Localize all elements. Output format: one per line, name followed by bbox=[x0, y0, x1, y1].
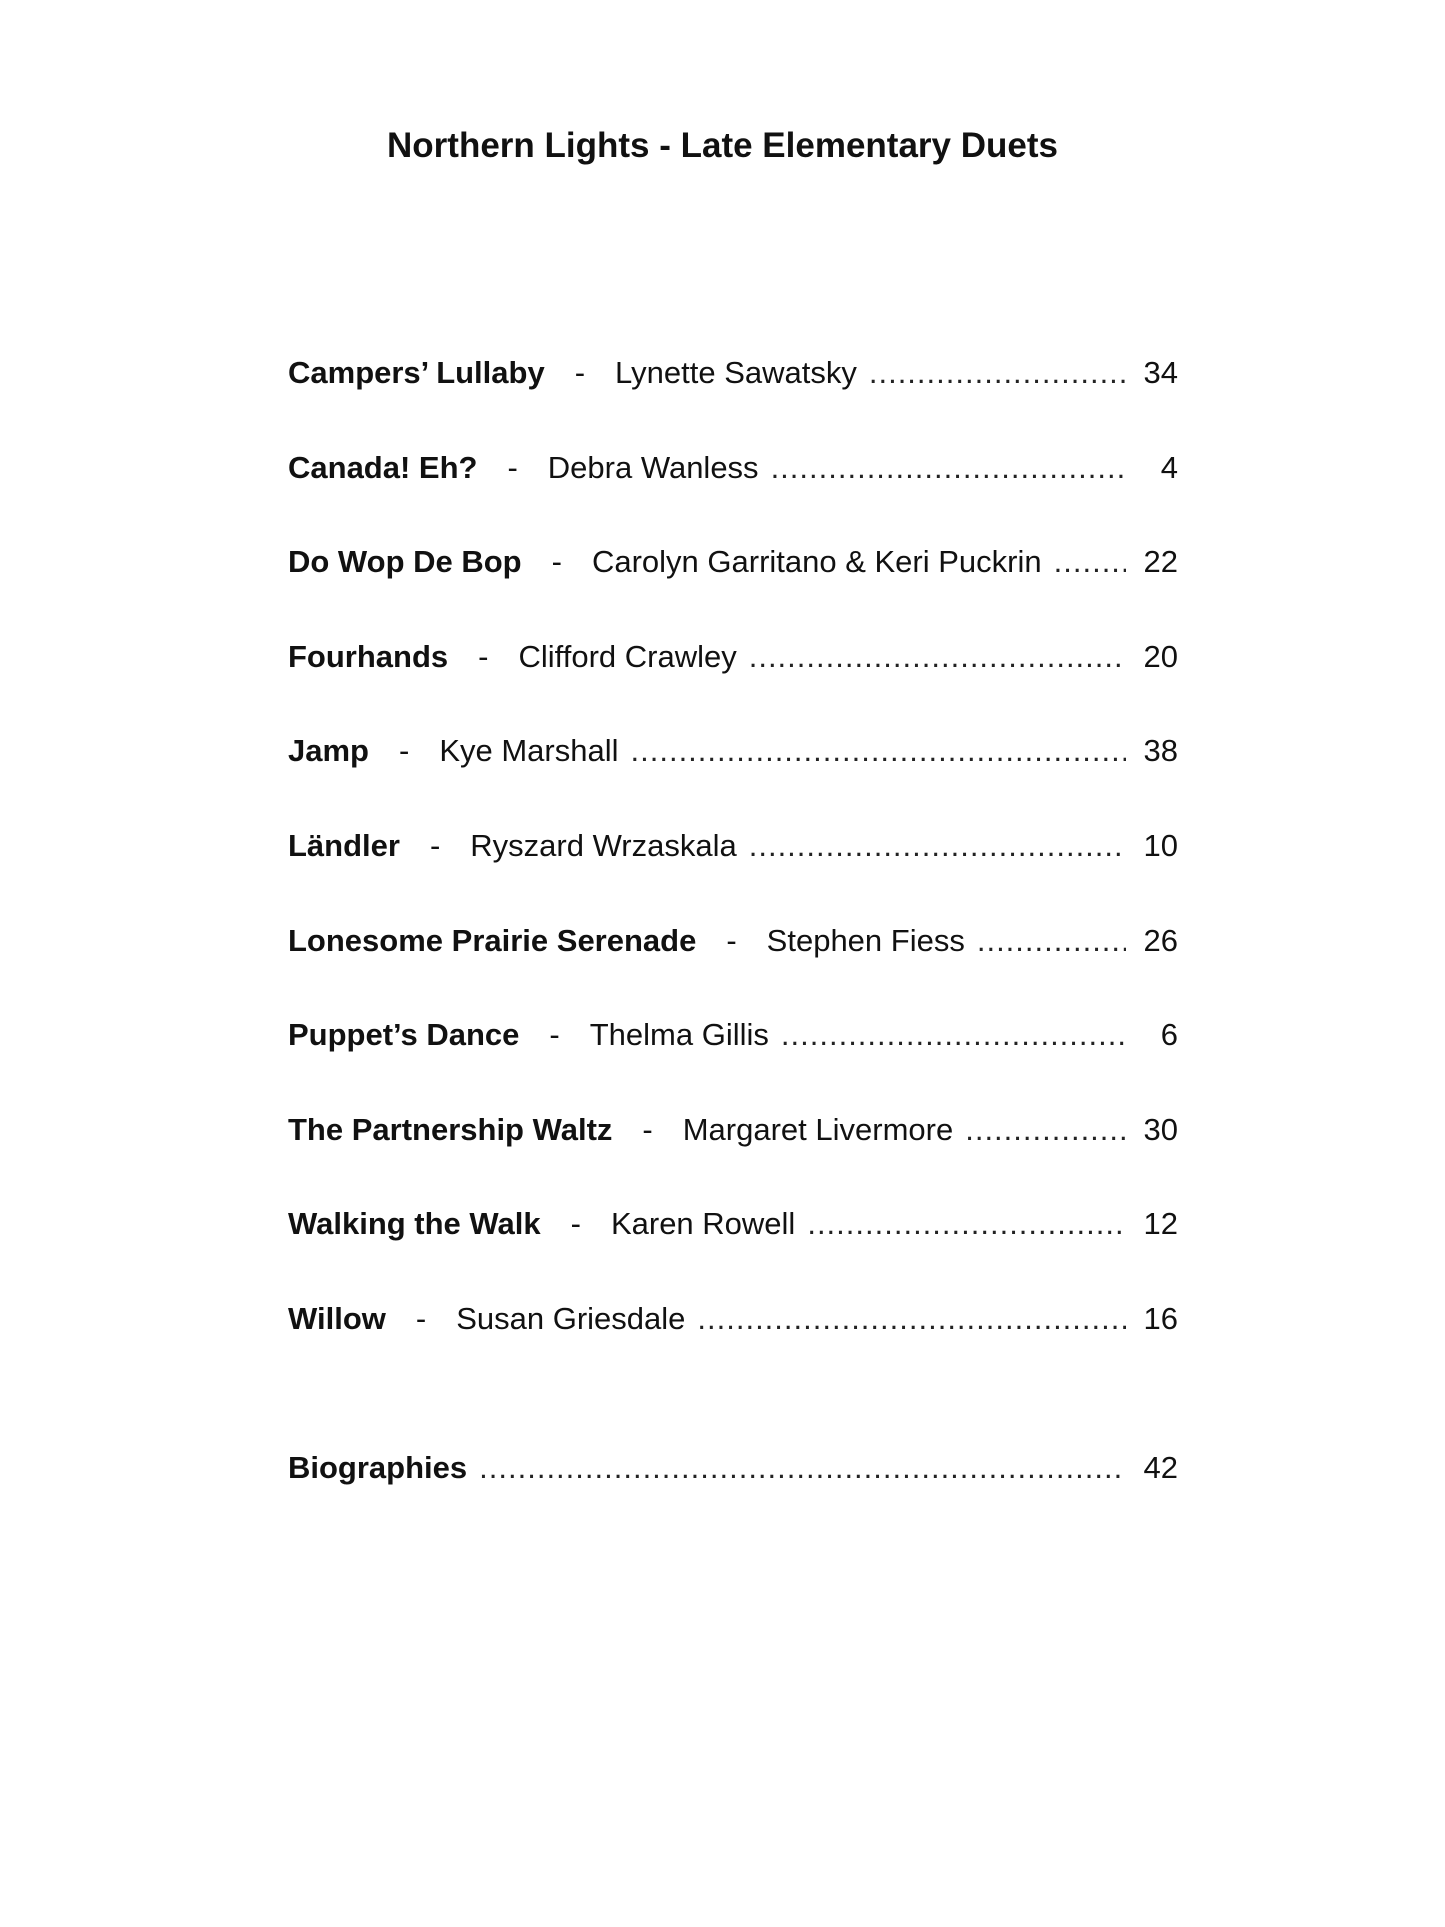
piece-title: Jamp bbox=[288, 733, 369, 769]
page-number: 22 bbox=[1143, 544, 1178, 580]
toc-entry bbox=[288, 443, 1178, 538]
composer-name: Susan Griesdale bbox=[456, 1300, 686, 1336]
toc-entry bbox=[288, 916, 1178, 1011]
separator: - bbox=[549, 1017, 560, 1053]
biographies-section bbox=[288, 1443, 1178, 1538]
piece-title: Puppet’s Dance bbox=[288, 1017, 520, 1053]
separator: - bbox=[478, 638, 489, 674]
composer-name: Lynette Sawatsky bbox=[615, 355, 857, 390]
dot-leader bbox=[977, 916, 1126, 966]
dot-leader bbox=[869, 348, 1126, 398]
separator: - bbox=[415, 1300, 427, 1336]
composer-name: Carolyn Garritano & Keri Puckrin bbox=[591, 544, 1042, 580]
page-number: 26 bbox=[1143, 922, 1178, 958]
page-number: 4 bbox=[1160, 449, 1178, 485]
page-number: 12 bbox=[1143, 1206, 1178, 1242]
dot-leader bbox=[479, 1443, 1126, 1493]
dot-leader bbox=[965, 1105, 1126, 1155]
toc-entry bbox=[288, 1010, 1178, 1105]
piece-title: Ländler bbox=[288, 827, 400, 863]
separator: - bbox=[574, 355, 586, 390]
page-number: 34 bbox=[1143, 355, 1178, 390]
separator: - bbox=[726, 922, 737, 958]
dot-leader bbox=[771, 443, 1126, 493]
biographies-title: Biographies bbox=[288, 1450, 468, 1485]
composer-name: Clifford Crawley bbox=[518, 638, 737, 674]
separator: - bbox=[551, 544, 562, 580]
page-number: 30 bbox=[1143, 1111, 1178, 1147]
page-number: 38 bbox=[1143, 733, 1178, 769]
toc-entry bbox=[288, 1294, 1178, 1389]
page-number: 42 bbox=[1143, 1450, 1178, 1485]
separator: - bbox=[570, 1206, 581, 1242]
toc-entry bbox=[288, 1105, 1178, 1200]
page-number: 16 bbox=[1143, 1300, 1178, 1336]
toc-entry bbox=[288, 537, 1178, 632]
piece-title: Willow bbox=[288, 1300, 386, 1336]
composer-name: Debra Wanless bbox=[547, 449, 759, 485]
dot-leader bbox=[749, 821, 1126, 871]
toc-entry bbox=[288, 632, 1178, 727]
page-title: Northern Lights - Late Elementary Duets bbox=[387, 126, 1058, 165]
composer-name: Karen Rowell bbox=[610, 1206, 796, 1242]
toc-entry bbox=[288, 1199, 1178, 1294]
piece-title: Campers’ Lullaby bbox=[288, 355, 545, 390]
toc-entry-biographies bbox=[288, 1443, 1178, 1538]
separator: - bbox=[398, 733, 410, 769]
separator: - bbox=[507, 449, 518, 485]
dot-leader bbox=[1054, 537, 1126, 587]
page-number: 10 bbox=[1143, 827, 1178, 863]
page-number: 6 bbox=[1160, 1017, 1178, 1053]
dot-leader bbox=[807, 1199, 1126, 1249]
composer-name: Ryszard Wrzaskala bbox=[470, 827, 737, 863]
composer-name: Kye Marshall bbox=[439, 733, 619, 769]
piece-title: Lonesome Prairie Serenade bbox=[288, 922, 697, 958]
composer-name: Thelma Gillis bbox=[589, 1017, 769, 1053]
dot-leader bbox=[749, 632, 1126, 682]
page-number: 20 bbox=[1143, 638, 1178, 674]
piece-title: Canada! Eh? bbox=[288, 449, 478, 485]
toc-entry bbox=[288, 726, 1178, 821]
composer-name: Stephen Fiess bbox=[766, 922, 965, 958]
piece-title: Do Wop De Bop bbox=[288, 544, 522, 580]
piece-title: Fourhands bbox=[288, 638, 449, 674]
dot-leader bbox=[781, 1010, 1126, 1060]
dot-leader bbox=[631, 726, 1127, 776]
separator: - bbox=[429, 827, 441, 863]
toc-entry bbox=[288, 348, 1178, 443]
toc-entry bbox=[288, 821, 1178, 916]
dot-leader bbox=[697, 1294, 1126, 1344]
composer-name: Margaret Livermore bbox=[682, 1111, 954, 1147]
separator: - bbox=[642, 1111, 653, 1147]
table-of-contents bbox=[288, 348, 1178, 1389]
piece-title: The Partnership Waltz bbox=[288, 1111, 613, 1147]
piece-title: Walking the Walk bbox=[288, 1206, 541, 1242]
